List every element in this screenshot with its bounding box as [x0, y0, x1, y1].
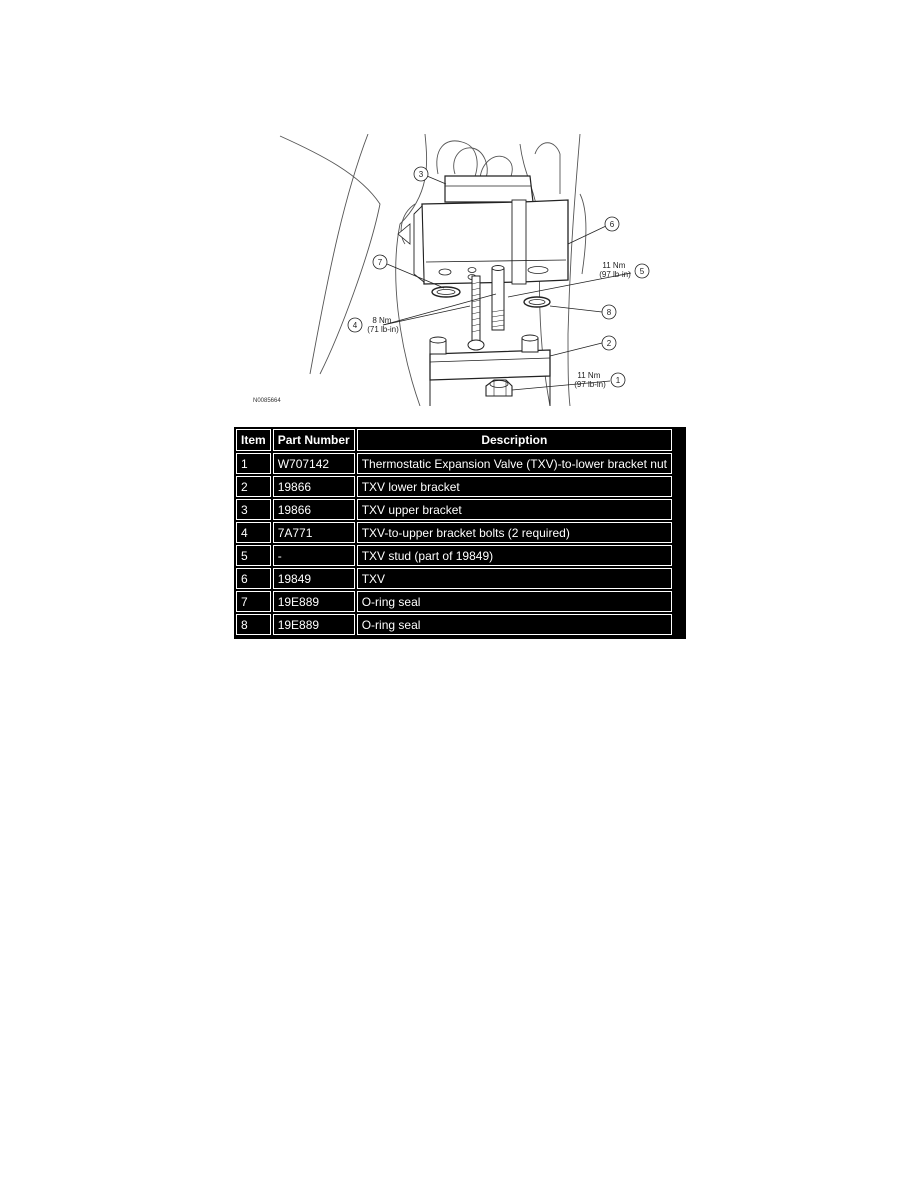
cell-description: Thermostatic Expansion Valve (TXV)-to-lower bracket nut: [357, 453, 672, 474]
callout-1: [611, 373, 625, 387]
svg-text:8: 8: [606, 308, 612, 317]
svg-text:7: 7: [377, 258, 383, 267]
figure-id: N0085664: [253, 398, 281, 404]
torque-label-5: 11 Nm (97 lb-in): [599, 261, 631, 279]
cell-description: TXV stud (part of 19849): [357, 545, 672, 566]
cell-item: 5: [236, 545, 271, 566]
table-header-row: [236, 429, 672, 451]
txv-lower-bracket-nut: [486, 380, 512, 396]
table-row: [236, 499, 672, 520]
txv-upper-bracket: [445, 176, 533, 202]
cell-item: 6: [236, 568, 271, 589]
torque-label-4: 8 Nm (71 lb-in): [367, 316, 399, 334]
cell-description: TXV: [357, 568, 672, 589]
o-ring-seal-right: [524, 297, 550, 307]
cell-item: 2: [236, 476, 271, 497]
callout-5: [635, 264, 649, 278]
svg-text:1: 1: [615, 376, 621, 385]
table-row: [236, 568, 672, 589]
txv-bolts: [468, 276, 484, 350]
cell-part-number: W707142: [273, 453, 355, 474]
callout-3: [414, 167, 428, 181]
txv-body: [398, 200, 568, 284]
txv-stud: [492, 266, 504, 331]
header-description: Description: [357, 429, 672, 451]
cell-part-number: 19866: [273, 499, 355, 520]
callout-2: [602, 336, 616, 350]
parts-table-container: [234, 427, 686, 639]
cell-item: 3: [236, 499, 271, 520]
cell-item: 1: [236, 453, 271, 474]
callout-7: [373, 255, 387, 269]
o-ring-seal-left: [432, 287, 460, 297]
table-row: [236, 522, 672, 543]
svg-text:5: 5: [639, 267, 645, 276]
callout-4: [348, 318, 362, 332]
svg-text:3: 3: [418, 170, 424, 179]
cell-item: 7: [236, 591, 271, 612]
parts-table: [234, 427, 674, 637]
cell-part-number: 19E889: [273, 591, 355, 612]
cell-description: O-ring seal: [357, 614, 672, 635]
table-row: [236, 476, 672, 497]
svg-text:6: 6: [609, 220, 615, 229]
txv-exploded-diagram: [250, 134, 670, 406]
cell-part-number: 19866: [273, 476, 355, 497]
svg-text:2: 2: [606, 339, 612, 348]
cell-item: 8: [236, 614, 271, 635]
cell-item: 4: [236, 522, 271, 543]
table-row: [236, 614, 672, 635]
cell-description: TXV lower bracket: [357, 476, 672, 497]
header-item: Item: [236, 429, 271, 451]
cell-description: TXV-to-upper bracket bolts (2 required): [357, 522, 672, 543]
cell-part-number: -: [273, 545, 355, 566]
svg-text:4: 4: [352, 321, 358, 330]
cell-part-number: 7A771: [273, 522, 355, 543]
cell-description: O-ring seal: [357, 591, 672, 612]
table-row: [236, 453, 672, 474]
table-row: [236, 591, 672, 612]
torque-label-1: 11 Nm (97 lb-in): [574, 371, 606, 389]
cell-part-number: 19E889: [273, 614, 355, 635]
cell-part-number: 19849: [273, 568, 355, 589]
callout-6: [605, 217, 619, 231]
callout-8: [602, 305, 616, 319]
header-part-number: Part Number: [273, 429, 355, 451]
table-row: [236, 545, 672, 566]
cell-description: TXV upper bracket: [357, 499, 672, 520]
